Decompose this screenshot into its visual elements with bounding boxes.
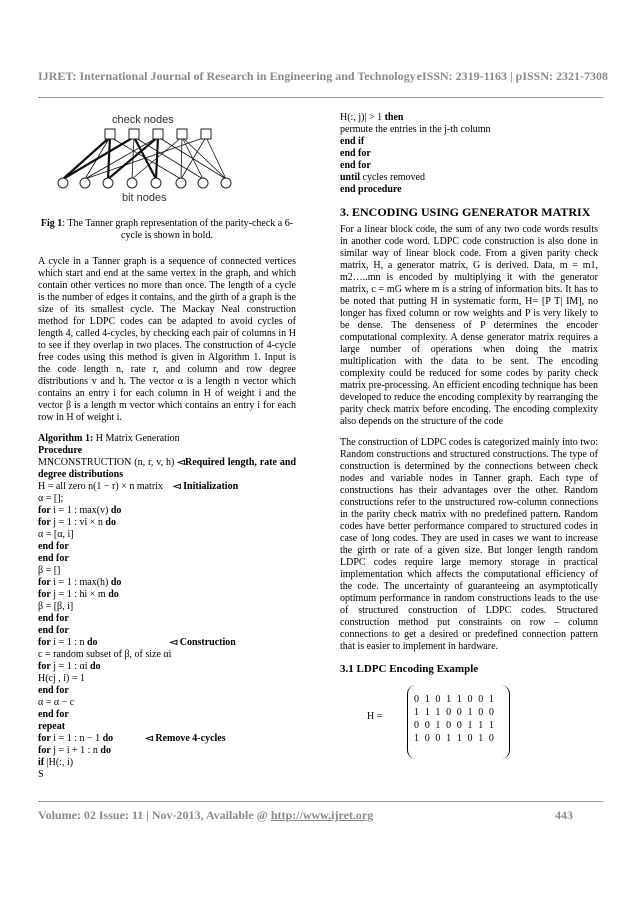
algorithm-block: Algorithm 1: H Matrix Generation Procedure MNCONSTRUCTION (n, r, v, h) ◅Required length, rate and degree distributions H = all zero n(1 − r) × n matrix ◅ Initialization α = []; for i = 1 : max(v) do for j = 1 : vi × n do α = [α, i] end for end for β = [] for i = 1 : max(h) do for j = 1 : hi × m do β = [β, i] end for end for for i = 1 : n do ◅ Construction c = random subset of β, of size αi for j = 1 : αi do H(cj , i) = 1 end for α = α − c end for repeat for i = 1 : n − 1 do ◅ Remove 4-cycles for j = i + 1 : n do if |H(:, i) S (38, 433, 297, 780)
construction-paragraph: The construction of LDPC codes is categorized mainly into two: Random constructions and structured constructions. The type of construction is determined by the connections between check nodes and variable nodes in Tanner graph. Each type of constructions has their advantages over the other. Random constructions refer to the unstructured row-column connections in the parity check matrix with no predefined pattern. Random codes have better performance compared to structured codes in case of long codes. They are used in cases we want to increase the girth or rate of a given size. But longer length random LDPC codes require large memory storage in practical implementation which affects the computational efficiency of the code. The uncertainty of guaranteeing an asymptotically optimum performance in random constructions leads to the use of structured construction of LDPC codes. Structured construction method put constraints on row – column connections to get a desired or predefined connection pattern that is easier to implement in hardware. (340, 437, 598, 652)
matrix-label: H = (367, 711, 383, 722)
check-nodes-label: check nodes (112, 114, 174, 126)
algorithm-continuation: H(:, j)| > 1 then permute the entries in the j-th column end if end for end for until cycles removed end procedure (340, 112, 491, 195)
matrix-rows (414, 693, 496, 745)
matrix-row: 0 1 0 1 1 0 0 1 (414, 694, 496, 705)
running-header (38, 69, 608, 84)
left-column (38, 112, 296, 781)
running-footer (38, 808, 603, 823)
cycle-paragraph: A cycle in a Tanner graph is a sequence of connected vertices which start and end at the same vertex in the graph, and which contain other vertices no more than once. The length of a cycle is the number of edges it contains, and the girth of a graph is the size of its smallest cycle. The Mackay Neal construction method for LDPC codes can be adapted to avoid cycles of length 4, called 4-cycles, by checking each pair of columns in H to see if they overlap in two places. The construction of 4-cycle free codes using this method is given in Algorithm 1. Input is the code length n, rate r, and column and row degree distributions v and h. The vector α is a length n vector which contains an entry i for each column in H of weight i and the vector β is a length m vector which contains an entry i for each row in H of weight i. (38, 256, 296, 423)
journal-link[interactable]: http://www.ijret.org (270, 808, 374, 822)
matrix-row: 1 1 1 0 0 1 0 0 (414, 707, 496, 718)
check-node-squares (105, 129, 211, 139)
figure-caption: Fig 1: The Tanner graph representation of the parity-check a 6-cycle is shown in bold. (40, 218, 294, 241)
encoding-paragraph: For a linear block code, the sum of any two code words results in another code word. LDPC code construction is also done in similar way of linear block code. From a given parity check matrix, H, a generator matrix, G is derived. Data, m = m1, m2…..mn is encoded by multiplying it with the generator matrix, c = mG where m is a string of information bits. It has to be noted that putting H in systematic form, H= [P T| IM], no longer has fixed column or row weights and P is very likely to be dense. The denseness of P determines the encoder computational complexity. A dense generator matrix requires a large number of operations when doing the matrix multiplication with the data to be sent. The encoding complexity could be reduced for some codes by parity check matrix pre-processing. An efficient encoding technique has been developed to reduce the encoding complexity by rearranging the parity check matrix before encoding. The encoding complexity also depends on the structure of the code (340, 224, 598, 427)
matrix-row: 1 0 0 1 1 0 1 0 (414, 733, 496, 744)
issn-info: eISSN: 2319-1163 | pISSN: 2321-7308 (416, 69, 608, 83)
section-3-title: 3. ENCODING USING GENERATOR MATRIX (340, 205, 591, 219)
tanner-graph-figure (38, 112, 296, 204)
tanner-edges (63, 137, 226, 179)
page-number: 443 (555, 808, 573, 822)
volume-info: Volume: 02 Issue: 11 | Nov-2013, Available @ (38, 808, 271, 822)
footer-rule (38, 801, 603, 802)
bit-node-circles (58, 178, 231, 188)
matrix-row: 0 0 1 0 0 1 1 1 (414, 720, 496, 731)
right-column (340, 112, 598, 763)
h-matrix (340, 681, 598, 763)
bit-nodes-label: bit nodes (122, 192, 167, 204)
section-3-1-title: 3.1 LDPC Encoding Example (340, 663, 479, 675)
header-rule (38, 97, 603, 98)
algorithm-title: Algorithm 1: H Matrix Generation (38, 433, 180, 444)
journal-name: IJRET: International Journal of Research in Engineering and Technology (38, 69, 416, 83)
